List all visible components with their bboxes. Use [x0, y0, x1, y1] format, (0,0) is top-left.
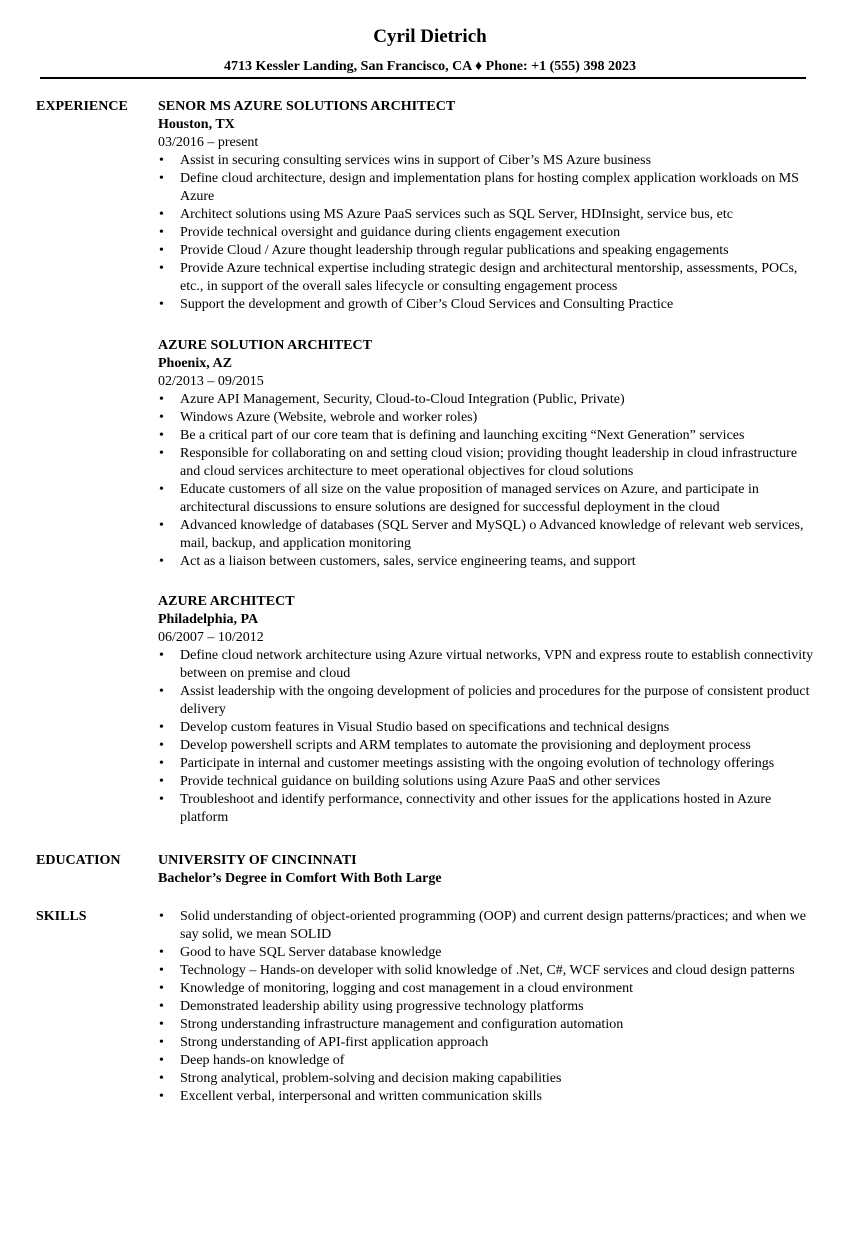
job-title: AZURE SOLUTION ARCHITECT — [158, 338, 372, 353]
job-bullet: • Responsible for collaborating on and setting cloud vision; providing thought leadership in cloud infrastructure and cloud services architecture to meet operational objectives for cloud solutions — [159, 446, 798, 479]
header-divider — [40, 77, 806, 79]
bullet-icon: • — [159, 1035, 164, 1050]
job-bullet: • Provide technical oversight and guidance during clients engagement execution — [159, 225, 621, 240]
job-bullet: • Define cloud network architecture using Azure virtual networks, VPN and express route to establish connectivity between on premise and cloud — [159, 648, 814, 681]
bullet-icon: • — [159, 446, 164, 461]
job-bullet: • Develop custom features in Visual Studio based on specifications and technical designs — [159, 720, 670, 735]
bullet-icon: • — [159, 297, 164, 312]
job-bullet: • Azure API Management, Security, Cloud-to-Cloud Integration (Public, Private) — [159, 392, 625, 407]
section-label-skills: SKILLS — [36, 909, 87, 924]
skill-item: • Deep hands-on knowledge of — [159, 1053, 345, 1068]
job-dates: 06/2007 – 10/2012 — [158, 630, 264, 645]
job-bullet: • Architect solutions using MS Azure PaaS services such as SQL Server, HDInsight, service bus, etc — [159, 207, 733, 222]
bullet-icon: • — [159, 774, 164, 789]
job-bullet: • Be a critical part of our core team that is defining and launching exciting “Next Generation” services — [159, 428, 745, 443]
bullet-icon: • — [159, 756, 164, 771]
section-label-experience: EXPERIENCE — [36, 99, 128, 114]
bullet-icon: • — [159, 684, 164, 699]
bullet-icon: • — [159, 1089, 164, 1104]
job-bullet: • Provide Cloud / Azure thought leadership through regular publications and speaking engagements — [159, 243, 729, 258]
job-bullet: • Provide technical guidance on building solutions using Azure PaaS and other services — [159, 774, 661, 789]
job-title: AZURE ARCHITECT — [158, 594, 295, 609]
bullet-icon: • — [159, 1053, 164, 1068]
degree: Bachelor’s Degree in Comfort With Both Large — [158, 871, 442, 886]
job-bullet-list — [158, 391, 818, 571]
skill-item: • Technology – Hands-on developer with solid knowledge of .Net, C#, WCF services and cloud design patterns — [159, 963, 795, 978]
bullet-icon: • — [159, 1071, 164, 1086]
job-bullet: • Provide Azure technical expertise including strategic design and architectural mentorship, assessments, POCs, etc., in support of the overall sales lifecycle or consulting engagement process — [159, 261, 798, 294]
job-bullet-list — [158, 647, 818, 827]
bullet-icon: • — [159, 981, 164, 996]
job-bullet: • Troubleshoot and identify performance, connectivity and other issues for the applications hosted in Azure platform — [159, 792, 772, 825]
bullet-icon: • — [159, 225, 164, 240]
education-entry — [158, 852, 818, 888]
bullet-icon: • — [159, 207, 164, 222]
job-bullet: • Define cloud architecture, design and implementation plans for hosting complex application workloads on MS Azure — [159, 171, 799, 204]
job-entry — [158, 337, 818, 571]
skill-item: • Excellent verbal, interpersonal and written communication skills — [159, 1089, 542, 1104]
job-bullet: • Participate in internal and customer meetings assisting with the ongoing evolution of technology offerings — [159, 756, 775, 771]
candidate-name: Cyril Dietrich — [373, 26, 487, 47]
skill-item: • Knowledge of monitoring, logging and cost management in a cloud environment — [159, 981, 633, 996]
school-name: UNIVERSITY OF CINCINNATI — [158, 853, 357, 868]
job-entry — [158, 98, 818, 314]
bullet-icon: • — [159, 1017, 164, 1032]
bullet-icon: • — [159, 999, 164, 1014]
bullet-icon: • — [159, 963, 164, 978]
skill-item: • Strong understanding infrastructure management and configuration automation — [159, 1017, 624, 1032]
job-bullet: • Act as a liaison between customers, sales, service engineering teams, and support — [159, 554, 636, 569]
job-bullet-list — [158, 152, 818, 314]
skill-item: • Demonstrated leadership ability using progressive technology platforms — [159, 999, 584, 1014]
bullet-icon: • — [159, 410, 164, 425]
job-bullet: • Advanced knowledge of databases (SQL Server and MySQL) o Advanced knowledge of relevant web services, mail, backup, and application monitoring — [159, 518, 804, 551]
skills-list — [158, 908, 818, 1106]
bullet-icon: • — [159, 945, 164, 960]
bullet-icon: • — [159, 909, 164, 924]
bullet-icon: • — [159, 392, 164, 407]
job-dates: 02/2013 – 09/2015 — [158, 374, 264, 389]
bullet-icon: • — [159, 482, 164, 497]
job-bullet: • Windows Azure (Website, webrole and worker roles) — [159, 410, 478, 425]
job-location: Phoenix, AZ — [158, 356, 232, 371]
skill-item: • Strong analytical, problem-solving and decision making capabilities — [159, 1071, 562, 1086]
job-entry — [158, 593, 818, 827]
job-bullet: • Assist leadership with the ongoing development of policies and procedures for the purpose of consistent product delivery — [159, 684, 810, 717]
section-label-education: EDUCATION — [36, 853, 121, 868]
bullet-icon: • — [159, 428, 164, 443]
job-location: Houston, TX — [158, 117, 235, 132]
bullet-icon: • — [159, 243, 164, 258]
job-bullet: • Educate customers of all size on the value proposition of managed services on Azure, and participate in architectural discussions to ensure solutions are designed for successful deployment in the cloud — [159, 482, 759, 515]
skill-item: • Good to have SQL Server database knowledge — [159, 945, 442, 960]
skill-item: • Solid understanding of object-oriented programming (OOP) and current design patterns/practices; and when we say solid, we mean SOLID — [159, 909, 806, 942]
job-title: SENOR MS AZURE SOLUTIONS ARCHITECT — [158, 99, 456, 114]
bullet-icon: • — [159, 171, 164, 186]
job-location: Philadelphia, PA — [158, 612, 259, 627]
bullet-icon: • — [159, 648, 164, 663]
bullet-icon: • — [159, 261, 164, 276]
bullet-icon: • — [159, 738, 164, 753]
bullet-icon: • — [159, 720, 164, 735]
job-dates: 03/2016 – present — [158, 135, 259, 150]
bullet-icon: • — [159, 153, 164, 168]
bullet-icon: • — [159, 554, 164, 569]
job-bullet: • Develop powershell scripts and ARM templates to automate the provisioning and deployment process — [159, 738, 751, 753]
skill-item: • Strong understanding of API-first application approach — [159, 1035, 489, 1050]
job-bullet: • Support the development and growth of Ciber’s Cloud Services and Consulting Practice — [159, 297, 674, 312]
contact-line: 4713 Kessler Landing, San Francisco, CA ♦ Phone: +1 (555) 398 2023 — [224, 59, 636, 74]
bullet-icon: • — [159, 792, 164, 807]
job-bullet: • Assist in securing consulting services wins in support of Ciber’s MS Azure business — [159, 153, 652, 168]
bullet-icon: • — [159, 518, 164, 533]
